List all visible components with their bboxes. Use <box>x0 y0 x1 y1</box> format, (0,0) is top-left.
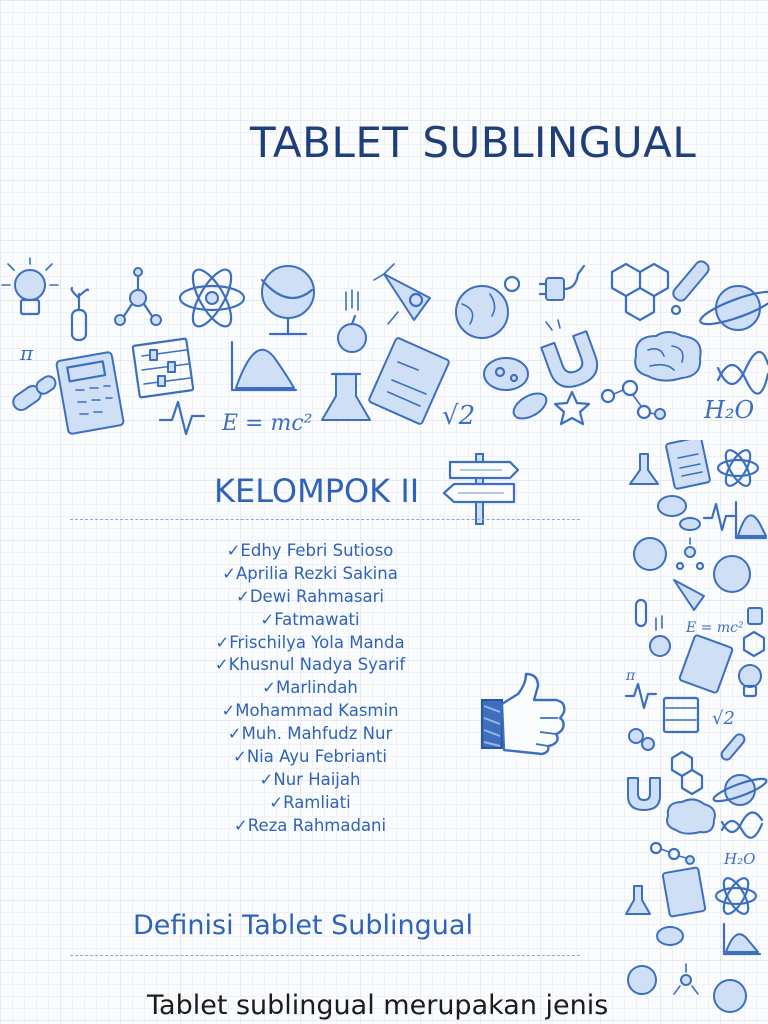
abacus-icon <box>133 338 194 397</box>
atom-icon <box>716 875 756 918</box>
pill-icon <box>629 729 654 750</box>
bacteria-icon <box>484 358 551 424</box>
molecule-icon <box>115 268 161 325</box>
definition-text: Tablet sublingual merupakan jenis <box>147 990 609 1021</box>
falling-apple-icon <box>338 290 366 352</box>
member-item <box>110 792 510 815</box>
page-title: TABLET SUBLINGUAL <box>250 118 697 167</box>
check-icon: ✓ <box>233 747 247 767</box>
pi-label: π <box>20 341 34 365</box>
member-item <box>110 677 510 700</box>
graph-icon <box>736 502 766 538</box>
hexagon-molecule-icon <box>744 632 764 656</box>
member-item <box>110 746 510 769</box>
globe-icon <box>262 266 314 334</box>
heartbeat-icon <box>704 504 734 530</box>
divider-top <box>70 519 580 520</box>
member-name: Dewi Rahmasari <box>249 586 384 606</box>
planet-icon <box>456 277 519 338</box>
molecule-chain-icon <box>602 381 665 419</box>
signpost-icon <box>440 448 522 526</box>
molecule-icon <box>674 964 698 994</box>
member-item <box>110 723 510 746</box>
member-name: Mohammad Kasmin <box>235 701 399 721</box>
graph-icon <box>232 342 296 390</box>
group-title: KELOMPOK II <box>214 472 420 510</box>
bacteria-icon <box>657 927 683 945</box>
emc2-label-small: E = mc² <box>686 620 744 636</box>
rocket-icon <box>374 264 430 324</box>
sqrt2-label-small: √2 <box>712 708 735 729</box>
h2o-label-small: H₂O <box>724 850 756 868</box>
hexagon-molecule-icon <box>672 752 702 794</box>
member-item <box>110 586 510 609</box>
star-icon <box>555 392 589 424</box>
check-icon: ✓ <box>215 632 230 652</box>
book-icon <box>368 337 449 425</box>
flask-icon <box>630 454 658 484</box>
lightbulb-icon <box>2 258 58 314</box>
pi-label-small: π <box>626 668 636 684</box>
check-icon: ✓ <box>221 701 236 721</box>
science-doodle-band <box>0 250 768 440</box>
falling-apple-icon <box>650 616 670 656</box>
check-icon: ✓ <box>214 655 229 675</box>
test-tube-icon <box>671 259 711 314</box>
member-item <box>110 540 510 563</box>
flask-icon <box>322 374 370 420</box>
member-item <box>110 815 510 838</box>
molecule-icon <box>677 538 703 569</box>
globe-icon <box>628 966 656 994</box>
calculator-icon <box>666 440 711 489</box>
abacus-icon <box>664 698 698 732</box>
saturn-icon <box>697 286 768 330</box>
brain-icon <box>635 332 700 381</box>
member-name: Edhy Febri Sutioso <box>240 541 394 560</box>
member-name: Frischilya Yola Manda <box>229 632 405 652</box>
member-item <box>110 563 510 586</box>
molecule-chain-icon <box>651 843 694 864</box>
dna-icon <box>722 812 762 837</box>
planet-icon <box>714 980 746 1012</box>
hexagon-molecule-icon <box>612 264 668 320</box>
member-item <box>110 632 510 655</box>
planet-icon <box>714 556 750 592</box>
check-icon: ✓ <box>233 815 248 835</box>
book-icon <box>679 635 733 694</box>
plug-icon <box>748 608 762 624</box>
member-name: Reza Rahmadani <box>247 815 387 835</box>
check-icon: ✓ <box>259 769 274 789</box>
h2o-label: H₂O <box>704 396 755 424</box>
check-icon: ✓ <box>222 563 236 583</box>
member-item <box>110 769 510 792</box>
member-item <box>110 609 510 632</box>
calculator-icon <box>662 867 705 917</box>
divider-bottom <box>70 955 580 956</box>
check-icon: ✓ <box>226 541 241 560</box>
heartbeat-icon <box>626 684 656 708</box>
member-name: Ramliati <box>283 792 351 812</box>
check-icon: ✓ <box>269 792 284 812</box>
check-icon: ✓ <box>227 724 242 744</box>
member-item <box>110 700 510 723</box>
atom-icon <box>180 264 244 331</box>
magnet-icon <box>628 778 660 810</box>
sqrt2-label: √2 <box>442 401 476 431</box>
member-name: Aprilia Rezki Sakina <box>235 563 398 583</box>
magnet-icon <box>541 320 603 393</box>
rocket-icon <box>674 580 704 610</box>
check-icon: ✓ <box>262 678 276 698</box>
lightbulb-icon <box>739 665 761 696</box>
graph-icon <box>724 924 760 954</box>
saturn-icon <box>712 775 768 805</box>
member-name: Khusnul Nadya Syarif <box>228 655 406 675</box>
check-icon: ✓ <box>236 586 250 606</box>
science-doodle-column <box>620 440 768 1024</box>
heartbeat-icon <box>160 402 204 434</box>
member-name: Nia Ayu Febrianti <box>246 747 387 767</box>
member-name: Nur Haijah <box>273 769 361 789</box>
test-tube-icon <box>720 732 747 761</box>
thumbs-up-icon <box>478 672 568 756</box>
member-name: Marlindah <box>276 678 358 698</box>
flask-icon <box>626 886 650 914</box>
member-name: Muh. Mahfudz Nur <box>241 724 393 744</box>
bacteria-icon <box>658 496 700 530</box>
brain-icon <box>667 799 715 833</box>
globe-icon <box>634 538 666 570</box>
member-list <box>110 540 510 838</box>
plug-icon <box>540 266 584 300</box>
check-icon: ✓ <box>260 609 275 629</box>
calculator-icon <box>56 352 124 435</box>
plant-tube-icon <box>72 288 88 340</box>
pill-icon <box>10 374 58 414</box>
emc2-label: E = mc² <box>222 411 313 436</box>
definition-title: Definisi Tablet Sublingual <box>133 910 473 941</box>
dna-icon <box>718 352 768 394</box>
member-item <box>110 654 510 677</box>
member-name: Fatmawati <box>274 609 360 629</box>
plant-tube-icon <box>636 600 646 626</box>
atom-icon <box>718 447 758 490</box>
